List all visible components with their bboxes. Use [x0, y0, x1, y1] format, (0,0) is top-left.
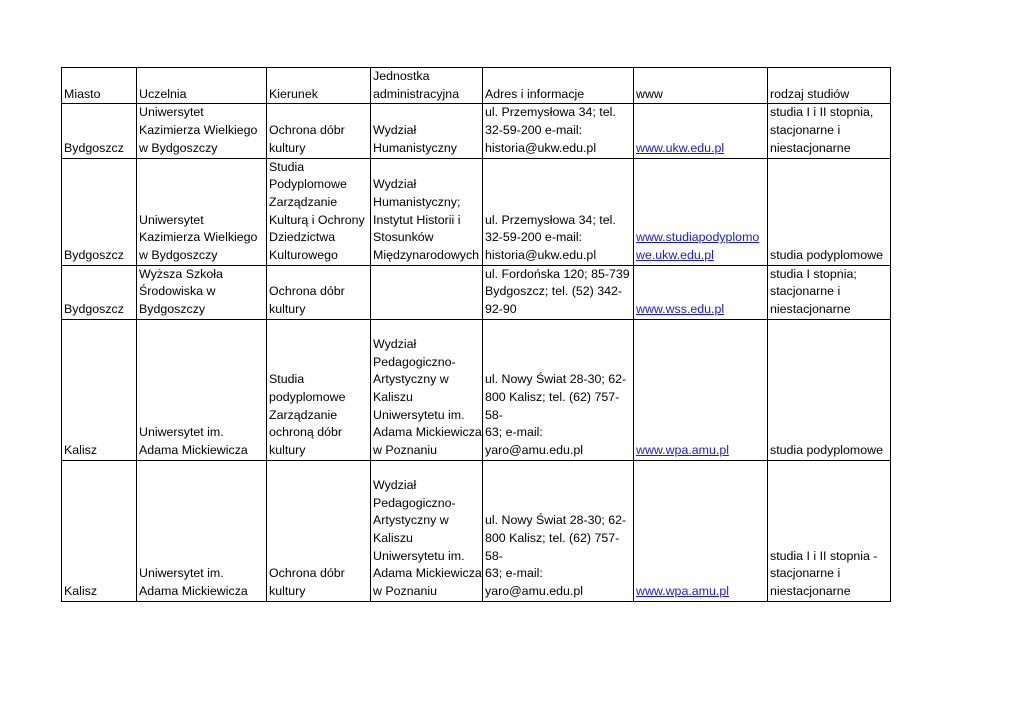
- cell-address: ul. Nowy Świat 28-30; 62- 800 Kalisz; tel. (62) 757-58- 63; e-mail: yaro@amu.edu.pl: [483, 319, 634, 460]
- header-row: [62, 68, 891, 104]
- cell-study-type: studia podyplomowe: [768, 319, 891, 460]
- cell-address: ul. Przemysłowa 34; tel. 32-59-200 e-mail: historia@ukw.edu.pl: [483, 158, 634, 265]
- header-cell-study-type: rodzaj studiów: [768, 68, 891, 104]
- www-link[interactable]: www.ukw.edu.pl: [636, 140, 725, 155]
- table-row: [62, 265, 891, 319]
- header-cell-unit: Jednostka administracyjna: [371, 68, 483, 104]
- cell-address: ul. Przemysłowa 34; tel. 32-59-200 e-mail: historia@ukw.edu.pl: [483, 104, 634, 158]
- cell-city: Kalisz: [62, 460, 137, 601]
- cell-city: Bydgoszcz: [62, 104, 137, 158]
- header-cell-university: Uczelnia: [137, 68, 267, 104]
- header-cell-field: Kierunek: [267, 68, 371, 104]
- cell-field: Studia Podyplomowe Zarządzanie Kulturą i Ochrony Dziedzictwa Kulturowego: [267, 158, 371, 265]
- cell-www: [634, 460, 768, 601]
- header-cell-www: www: [634, 68, 768, 104]
- cell-university: Wyższa Szkoła Środowiska w Bydgoszczy: [137, 265, 267, 319]
- www-link[interactable]: www.studiapodyplomo we.ukw.edu.pl: [636, 230, 760, 263]
- cell-field: Studia podyplomowe Zarządzanie ochroną dóbr kultury: [267, 319, 371, 460]
- cell-www: [634, 265, 768, 319]
- cell-unit: Wydział Pedagogiczno- Artystyczny w Kaliszu Uniwersytetu im. Adama Mickiewicza w Poznaniu: [371, 460, 483, 601]
- cell-city: Bydgoszcz: [62, 265, 137, 319]
- header-cell-city: Miasto: [62, 68, 137, 104]
- cell-unit: Wydział Humanistyczny: [371, 104, 483, 158]
- www-link[interactable]: www.wpa.amu.pl: [636, 584, 729, 599]
- table-row: [62, 104, 891, 158]
- cell-www: [634, 104, 768, 158]
- cell-study-type: studia I i II stopnia, stacjonarne i niestacjonarne: [768, 104, 891, 158]
- www-link[interactable]: www.wss.edu.pl: [636, 302, 725, 317]
- table-row: [62, 460, 891, 601]
- cell-field: Ochrona dóbr kultury: [267, 104, 371, 158]
- cell-city: Bydgoszcz: [62, 158, 137, 265]
- table-row: [62, 158, 891, 265]
- cell-unit: Wydział Pedagogiczno- Artystyczny w Kaliszu Uniwersytetu im. Adama Mickiewicza w Poznaniu: [371, 319, 483, 460]
- cell-unit: [371, 265, 483, 319]
- cell-address: ul. Nowy Świat 28-30; 62- 800 Kalisz; tel. (62) 757-58- 63; e-mail: yaro@amu.edu.pl: [483, 460, 634, 601]
- cell-study-type: studia I stopnia; stacjonarne i niestacjonarne: [768, 265, 891, 319]
- cell-study-type: studia podyplomowe: [768, 158, 891, 265]
- table-row: [62, 319, 891, 460]
- cell-unit: Wydział Humanistyczny; Instytut Historii i Stosunków Międzynarodowych: [371, 158, 483, 265]
- cell-university: Uniwersytet im. Adama Mickiewicza: [137, 319, 267, 460]
- www-link[interactable]: www.wpa.amu.pl: [636, 443, 729, 458]
- cell-university: Uniwersytet Kazimierza Wielkiego w Bydgoszczy: [137, 158, 267, 265]
- header-cell-address: Adres i informacje: [483, 68, 634, 104]
- cell-university: Uniwersytet im. Adama Mickiewicza: [137, 460, 267, 601]
- cell-www: [634, 319, 768, 460]
- cell-study-type: studia I i II stopnia - stacjonarne i niestacjonarne: [768, 460, 891, 601]
- cell-address: ul. Fordońska 120; 85-739 Bydgoszcz; tel. (52) 342- 92-90: [483, 265, 634, 319]
- universities-table: [61, 67, 891, 602]
- cell-www: [634, 158, 768, 265]
- cell-field: Ochrona dóbr kultury: [267, 460, 371, 601]
- cell-city: Kalisz: [62, 319, 137, 460]
- cell-university: Uniwersytet Kazimierza Wielkiego w Bydgoszczy: [137, 104, 267, 158]
- cell-field: Ochrona dóbr kultury: [267, 265, 371, 319]
